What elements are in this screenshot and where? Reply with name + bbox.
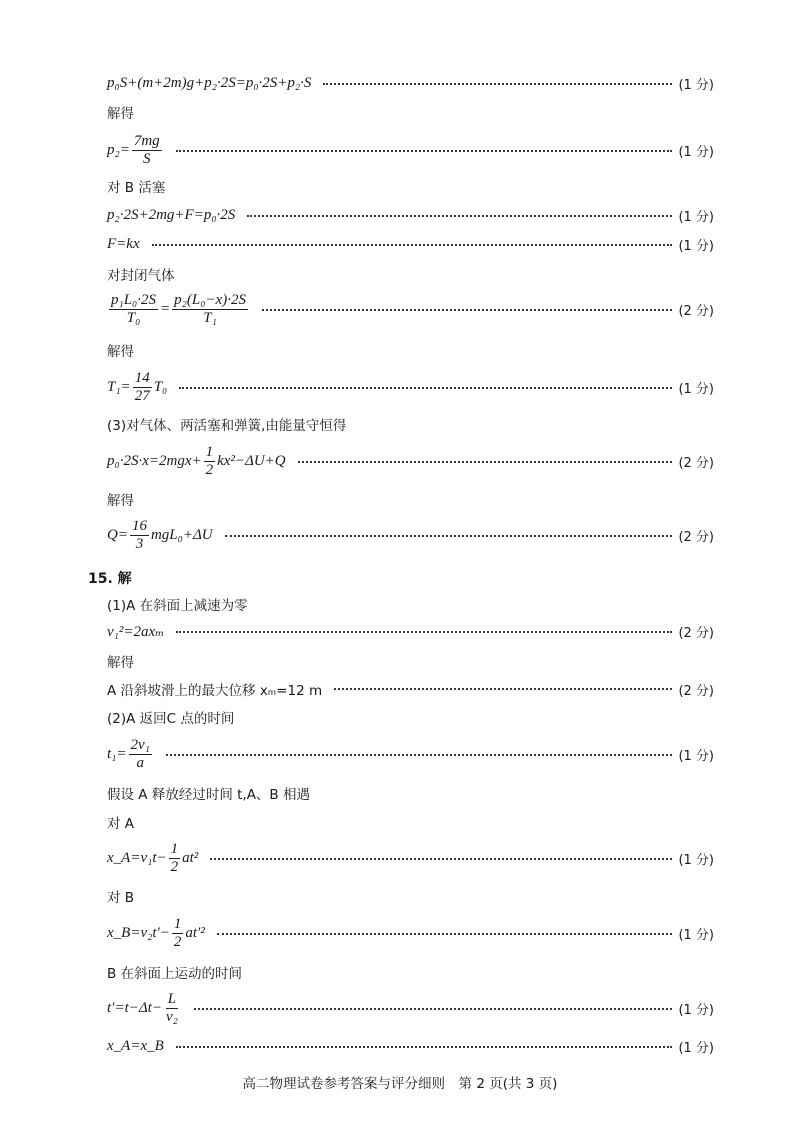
- equation-line: [107, 206, 714, 225]
- score-label: (1 分): [678, 145, 714, 161]
- fraction: [132, 133, 162, 169]
- score-label: (1 分): [678, 749, 714, 765]
- equation-line: [107, 133, 714, 169]
- leader-dots: [262, 309, 672, 311]
- text-line: [107, 102, 714, 122]
- equation-line: [107, 292, 714, 328]
- fraction: [164, 991, 180, 1027]
- score-label: (2 分): [678, 530, 714, 546]
- fraction-numerator: 1: [169, 841, 181, 859]
- equation-suffix: at′²: [185, 925, 205, 942]
- fraction-denominator: 3: [135, 536, 144, 553]
- score-label: (1 分): [678, 239, 714, 254]
- fraction-numerator: L: [166, 991, 178, 1009]
- text-line: [107, 783, 714, 803]
- leader-dots: [176, 1046, 673, 1048]
- equation-line: [107, 370, 714, 406]
- text-line: [107, 340, 714, 360]
- equation-suffix: kx²−ΔU+Q: [217, 453, 286, 470]
- equation-line: [107, 737, 714, 773]
- equation-line: [107, 991, 714, 1027]
- fraction-numerator: 1: [172, 916, 184, 934]
- leader-dots: [210, 858, 672, 860]
- fraction-denominator: v₂: [165, 1009, 178, 1026]
- line-text: (1)A 在斜面上减速为零: [107, 598, 248, 614]
- leader-dots: [194, 1008, 673, 1010]
- equation-prefix: t′=t−Δt−: [107, 1000, 162, 1017]
- score-label: (1 分): [678, 210, 714, 225]
- fraction: [172, 916, 184, 952]
- fraction: [169, 841, 181, 877]
- leader-dots: [334, 688, 672, 690]
- equation: p₂·2S+2mg+F=p₀·2S: [107, 207, 236, 223]
- fraction-denominator: 2: [170, 859, 179, 876]
- fraction-denominator: T₁: [203, 310, 217, 327]
- equation-prefix: T₁=: [107, 379, 131, 396]
- line-text: 解得: [107, 655, 134, 671]
- leader-dots: [152, 244, 673, 246]
- score-label: (1 分): [678, 382, 714, 398]
- line-text: A 沿斜坡滑上的最大位移 xₘ=12 m: [107, 683, 323, 699]
- fraction-numerator: 1: [204, 444, 216, 462]
- fraction-denominator: S: [143, 151, 151, 168]
- equation: p₀S+(m+2m)g+p₂·2S=p₀·2S+p₂·S: [107, 75, 312, 91]
- equation-prefix: x_B=v₂t′−: [107, 925, 170, 942]
- leader-dots: [323, 83, 672, 85]
- score-label: (2 分): [678, 683, 714, 699]
- score-label: (1 分): [678, 853, 714, 869]
- question-number: 15. 解: [88, 571, 132, 587]
- equation-prefix: t₁=: [107, 746, 127, 763]
- text-line: [107, 651, 714, 671]
- fraction-denominator: T₀: [126, 310, 141, 327]
- line-text: (2)A 返回C 点的时间: [107, 711, 235, 727]
- equals-sign: =: [160, 301, 171, 318]
- equation-line: [107, 235, 714, 254]
- score-label: (2 分): [678, 456, 714, 472]
- text-line: [107, 707, 714, 727]
- fraction-denominator: 27: [134, 388, 150, 405]
- equation: v₁²=2axₘ: [107, 624, 165, 640]
- line-text: 对 B: [107, 890, 135, 906]
- fraction: [109, 292, 158, 328]
- equation-line: [107, 622, 714, 641]
- fraction-numerator: 14: [133, 370, 152, 388]
- line-text: 对 B 活塞: [107, 180, 166, 196]
- score-label: (2 分): [678, 626, 714, 641]
- line-text: 对封闭气体: [107, 268, 175, 284]
- equation-prefix: Q=: [107, 527, 128, 544]
- line-text: 解得: [107, 344, 134, 360]
- equation-prefix: p₂=: [107, 142, 130, 159]
- score-label: (1 分): [678, 1003, 714, 1019]
- fraction-numerator: 2v₁: [129, 737, 152, 755]
- fraction: [130, 518, 149, 554]
- text-line: [107, 962, 714, 982]
- line-text: (3)对气体、两活塞和弹簧,由能量守恒得: [107, 418, 347, 434]
- line-text: 对 A: [107, 816, 135, 832]
- fraction: [204, 444, 216, 480]
- equation: F=kx: [107, 236, 140, 252]
- text-line: [107, 264, 714, 284]
- fraction-numerator: p₁L₀·2S: [109, 292, 158, 310]
- line-text: B 在斜面上运动的时间: [107, 966, 243, 982]
- leader-dots: [166, 754, 673, 756]
- equation-prefix: x_A=v₁t−: [107, 850, 167, 867]
- text-line: [107, 176, 714, 196]
- leader-dots: [176, 150, 673, 152]
- leader-dots: [179, 387, 672, 389]
- equation-suffix: mgL₀+ΔU: [150, 527, 213, 544]
- fraction: [129, 737, 152, 773]
- equation-line: [107, 518, 714, 554]
- equation-line: [107, 444, 714, 480]
- leader-dots: [247, 215, 672, 217]
- line-text: 解得: [107, 493, 134, 509]
- leader-dots: [217, 933, 673, 935]
- text-line: [107, 489, 714, 509]
- equation-line: [107, 916, 714, 952]
- fraction: [133, 370, 152, 406]
- equation-line: [107, 841, 714, 877]
- score-label: (1 分): [678, 928, 714, 944]
- score-label: (1 分): [678, 78, 714, 93]
- equation-line: [107, 74, 714, 93]
- page-footer: 高二物理试卷参考答案与评分细则 第 2 页(共 3 页): [242, 1076, 558, 1092]
- fraction-numerator: 16: [130, 518, 149, 536]
- leader-dots: [298, 461, 673, 463]
- leader-dots: [176, 631, 672, 633]
- equation-line: [107, 1037, 714, 1056]
- equation-prefix: p₀·2S·x=2mgx+: [107, 453, 202, 470]
- fraction-numerator: 7mg: [132, 133, 162, 151]
- fraction-denominator: 2: [173, 934, 182, 951]
- fraction-numerator: p₂(L₀−x)·2S: [172, 292, 248, 310]
- text-line: [107, 886, 714, 906]
- line-text: 解得: [107, 106, 134, 122]
- equation-suffix: at²: [182, 850, 199, 867]
- equation: x_A=x_B: [107, 1038, 164, 1054]
- text-line: [107, 414, 714, 434]
- fraction: [172, 292, 248, 328]
- text-line: [107, 679, 714, 699]
- fraction-denominator: a: [136, 755, 144, 772]
- fraction-denominator: 2: [205, 462, 214, 479]
- score-label: (1 分): [678, 1041, 714, 1056]
- line-text: 假设 A 释放经过时间 t,A、B 相遇: [107, 787, 310, 803]
- text-line: [107, 812, 714, 832]
- text-line: [107, 594, 714, 614]
- leader-dots: [225, 535, 673, 537]
- equation-suffix: T₀: [153, 379, 168, 396]
- score-label: (2 分): [678, 304, 714, 320]
